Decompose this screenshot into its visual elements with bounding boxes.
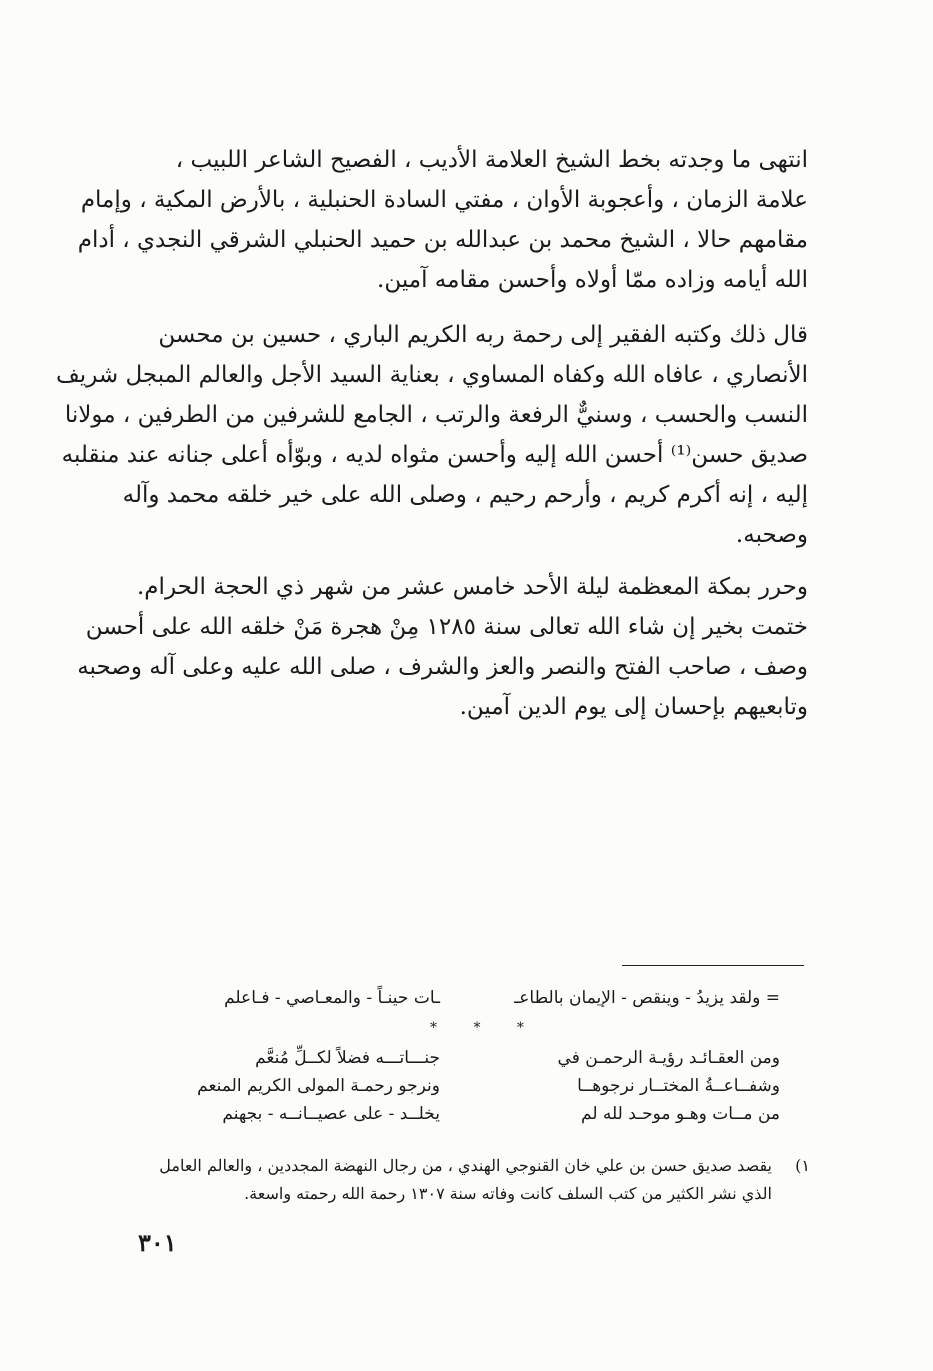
text-line: وتابعيهم بإحسان إلى يوم الدين آمين.: [459, 694, 808, 720]
text-line: النسب والحسب ، وسنيٌّ الرفعة والرتب ، الجامع للشرفين من الطرفين ، مولانا: [64, 402, 808, 428]
text-line: الله أيامه وزاده ممّا أولاه وأحسن مقامه آمين.: [377, 267, 808, 293]
text-line: قال ذلك وكتبه الفقير إلى رحمة ربه الكريم الباري ، حسين بن محسن: [158, 322, 808, 348]
text-line: مقامهم حالا ، الشيخ محمد بن عبدالله بن حميد الحنبلي الشرقي النجدي ، أدام: [77, 227, 808, 253]
text-line: الأنصاري ، عافاه الله وكفاه المساوي ، بعناية السيد الأجل والعالم المبجل شريف: [55, 362, 808, 388]
text-line: وصف ، صاحب الفتح والنصر والعز والشرف ، صلى الله عليه وعلى آله وصحبه: [77, 654, 808, 680]
footnote-poem: [160, 1048, 780, 1132]
verse-first-hemistich: ومن العقـائـد رؤيـة الرحمـن في: [557, 1048, 780, 1068]
paragraph-1: [77, 140, 808, 300]
text-line: ختمت بخير إن شاء الله تعالى سنة ١٢٨٥ مِنْ هجرة مَنْ خلقه الله على أحسن: [85, 614, 808, 640]
footnote-1: [140, 1152, 810, 1208]
verse-first-hemistich: من مــات وهـو موحـد لله لم: [581, 1104, 780, 1124]
poem-verse: [160, 1076, 780, 1104]
footnote-line: الذي نشر الكثير من كتب السلف كانت وفاته سنة ١٣٠٧ رحمة الله رحمته واسعة.: [244, 1184, 772, 1203]
poem-verse: [160, 988, 780, 1016]
text-line: إليه ، إنه أكرم كريم ، وأرحم رحيم ، وصلى الله على خير خلقه محمد وآله: [122, 482, 808, 508]
text-line: علامة الزمان ، وأعجوبة الأوان ، مفتي السادة الحنبلية ، بالأرض المكية ، وإمام: [80, 187, 808, 213]
footnote-number: ١): [795, 1156, 810, 1175]
poem-verse: [160, 1104, 780, 1132]
text-line: صديق حسن⁽¹⁾ أحسن الله إليه وأحسن مثواه لديه ، وبوّأه أعلى جنانه عند منقلبه: [61, 442, 808, 468]
verse-second-hemistich: ـات حينـاً - والمعـاصي - فـاعلم: [224, 988, 440, 1008]
footnote-divider: [622, 965, 804, 966]
poem-verse: [160, 1048, 780, 1076]
verse-second-hemistich: يخلــد - على عصيــانــه - بجهنم: [222, 1104, 440, 1124]
verse-first-hemistich: وشفــاعــةُ المختــار نرجوهــا: [577, 1076, 780, 1096]
paragraph-3: [77, 567, 808, 727]
text-line: وحرر بمكة المعظمة ليلة الأحد خامس عشر من شهر ذي الحجة الحرام.: [137, 574, 808, 600]
footnote-poem-continuation: [160, 988, 780, 1016]
verse-second-hemistich: ونرجو رحمـة المولى الكريم المنعم: [197, 1076, 440, 1096]
text-line: وصحبه.: [735, 522, 808, 548]
footnote-line: يقصد صديق حسن بن علي خان القنوجي الهندي ، من رجال النهضة المجددين ، والعالم العامل: [159, 1156, 772, 1175]
verse-second-hemistich: جنـــاتـــه فضلاً لكــلِّ مُنعَّم: [255, 1048, 440, 1068]
paragraph-2: [55, 315, 808, 555]
text-line: انتهى ما وجدته بخط الشيخ العلامة الأديب ، الفصيح الشاعر اللبيب ،: [175, 147, 808, 173]
verse-first-hemistich: = ولقد يزيدُ - وينقص - الإيمان بالطاعـ: [514, 988, 780, 1008]
page-number: ٣٠١: [138, 1228, 177, 1257]
section-stars: * * *: [430, 1020, 540, 1036]
